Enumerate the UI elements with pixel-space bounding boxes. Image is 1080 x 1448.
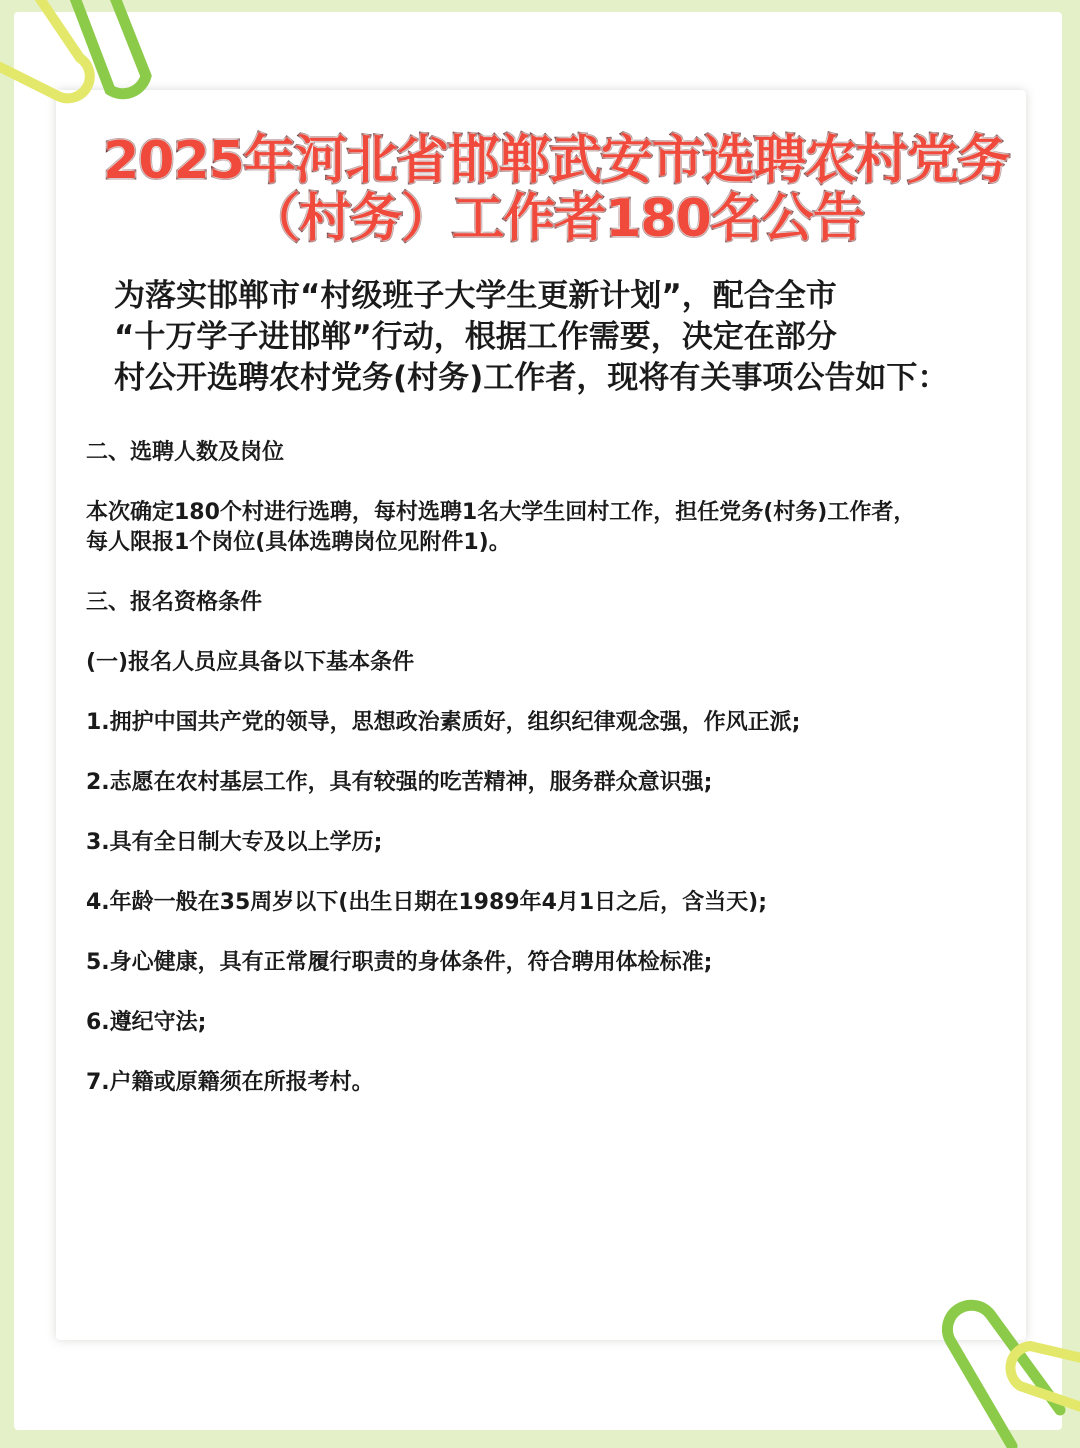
section-heading-requirements: 三、报名资格条件 <box>86 590 263 615</box>
basic-conditions-heading: (一)报名人员应具备以下基本条件 <box>86 650 415 675</box>
condition-item: 3.具有全日制大专及以上学历; <box>86 830 383 855</box>
condition-item: 1.拥护中国共产党的领导，思想政治素质好，组织纪律观念强，作风正派; <box>86 710 801 735</box>
intro-line-3: 村公开选聘农村党务(村务)工作者，现将有关事项公告如下： <box>114 360 949 396</box>
intro-line-1: 为落实邯郸市“村级班子大学生更新计划”，配合全市 <box>114 278 837 314</box>
title-line-1: 2025年河北省邯郸武安市选聘农村党务 <box>103 131 1009 191</box>
section-heading-positions: 二、选聘人数及岗位 <box>86 440 285 465</box>
condition-item: 2.志愿在农村基层工作，具有较强的吃苦精神，服务群众意识强; <box>86 770 713 795</box>
intro-paragraph <box>114 276 1014 399</box>
condition-item: 5.身心健康，具有正常履行职责的身体条件，符合聘用体检标准; <box>86 950 713 975</box>
title-line-2: （村务）工作者180名公告 <box>248 189 864 249</box>
announcement-title <box>56 132 1056 248</box>
announcement-body <box>86 438 1036 1098</box>
intro-line-2: “十万学子进邯郸”行动，根据工作需要，决定在部分 <box>114 319 837 355</box>
positions-text-line-2: 每人限报1个岗位(具体选聘岗位见附件1)。 <box>86 530 511 555</box>
condition-item: 7.户籍或原籍须在所报考村。 <box>86 1070 374 1095</box>
condition-item: 4.年龄一般在35周岁以下(出生日期在1989年4月1日之后，含当天); <box>86 890 768 915</box>
positions-text-line-1: 本次确定180个村进行选聘，每村选聘1名大学生回村工作，担任党务(村务)工作者， <box>86 500 916 525</box>
condition-item: 6.遵纪守法; <box>86 1010 207 1035</box>
